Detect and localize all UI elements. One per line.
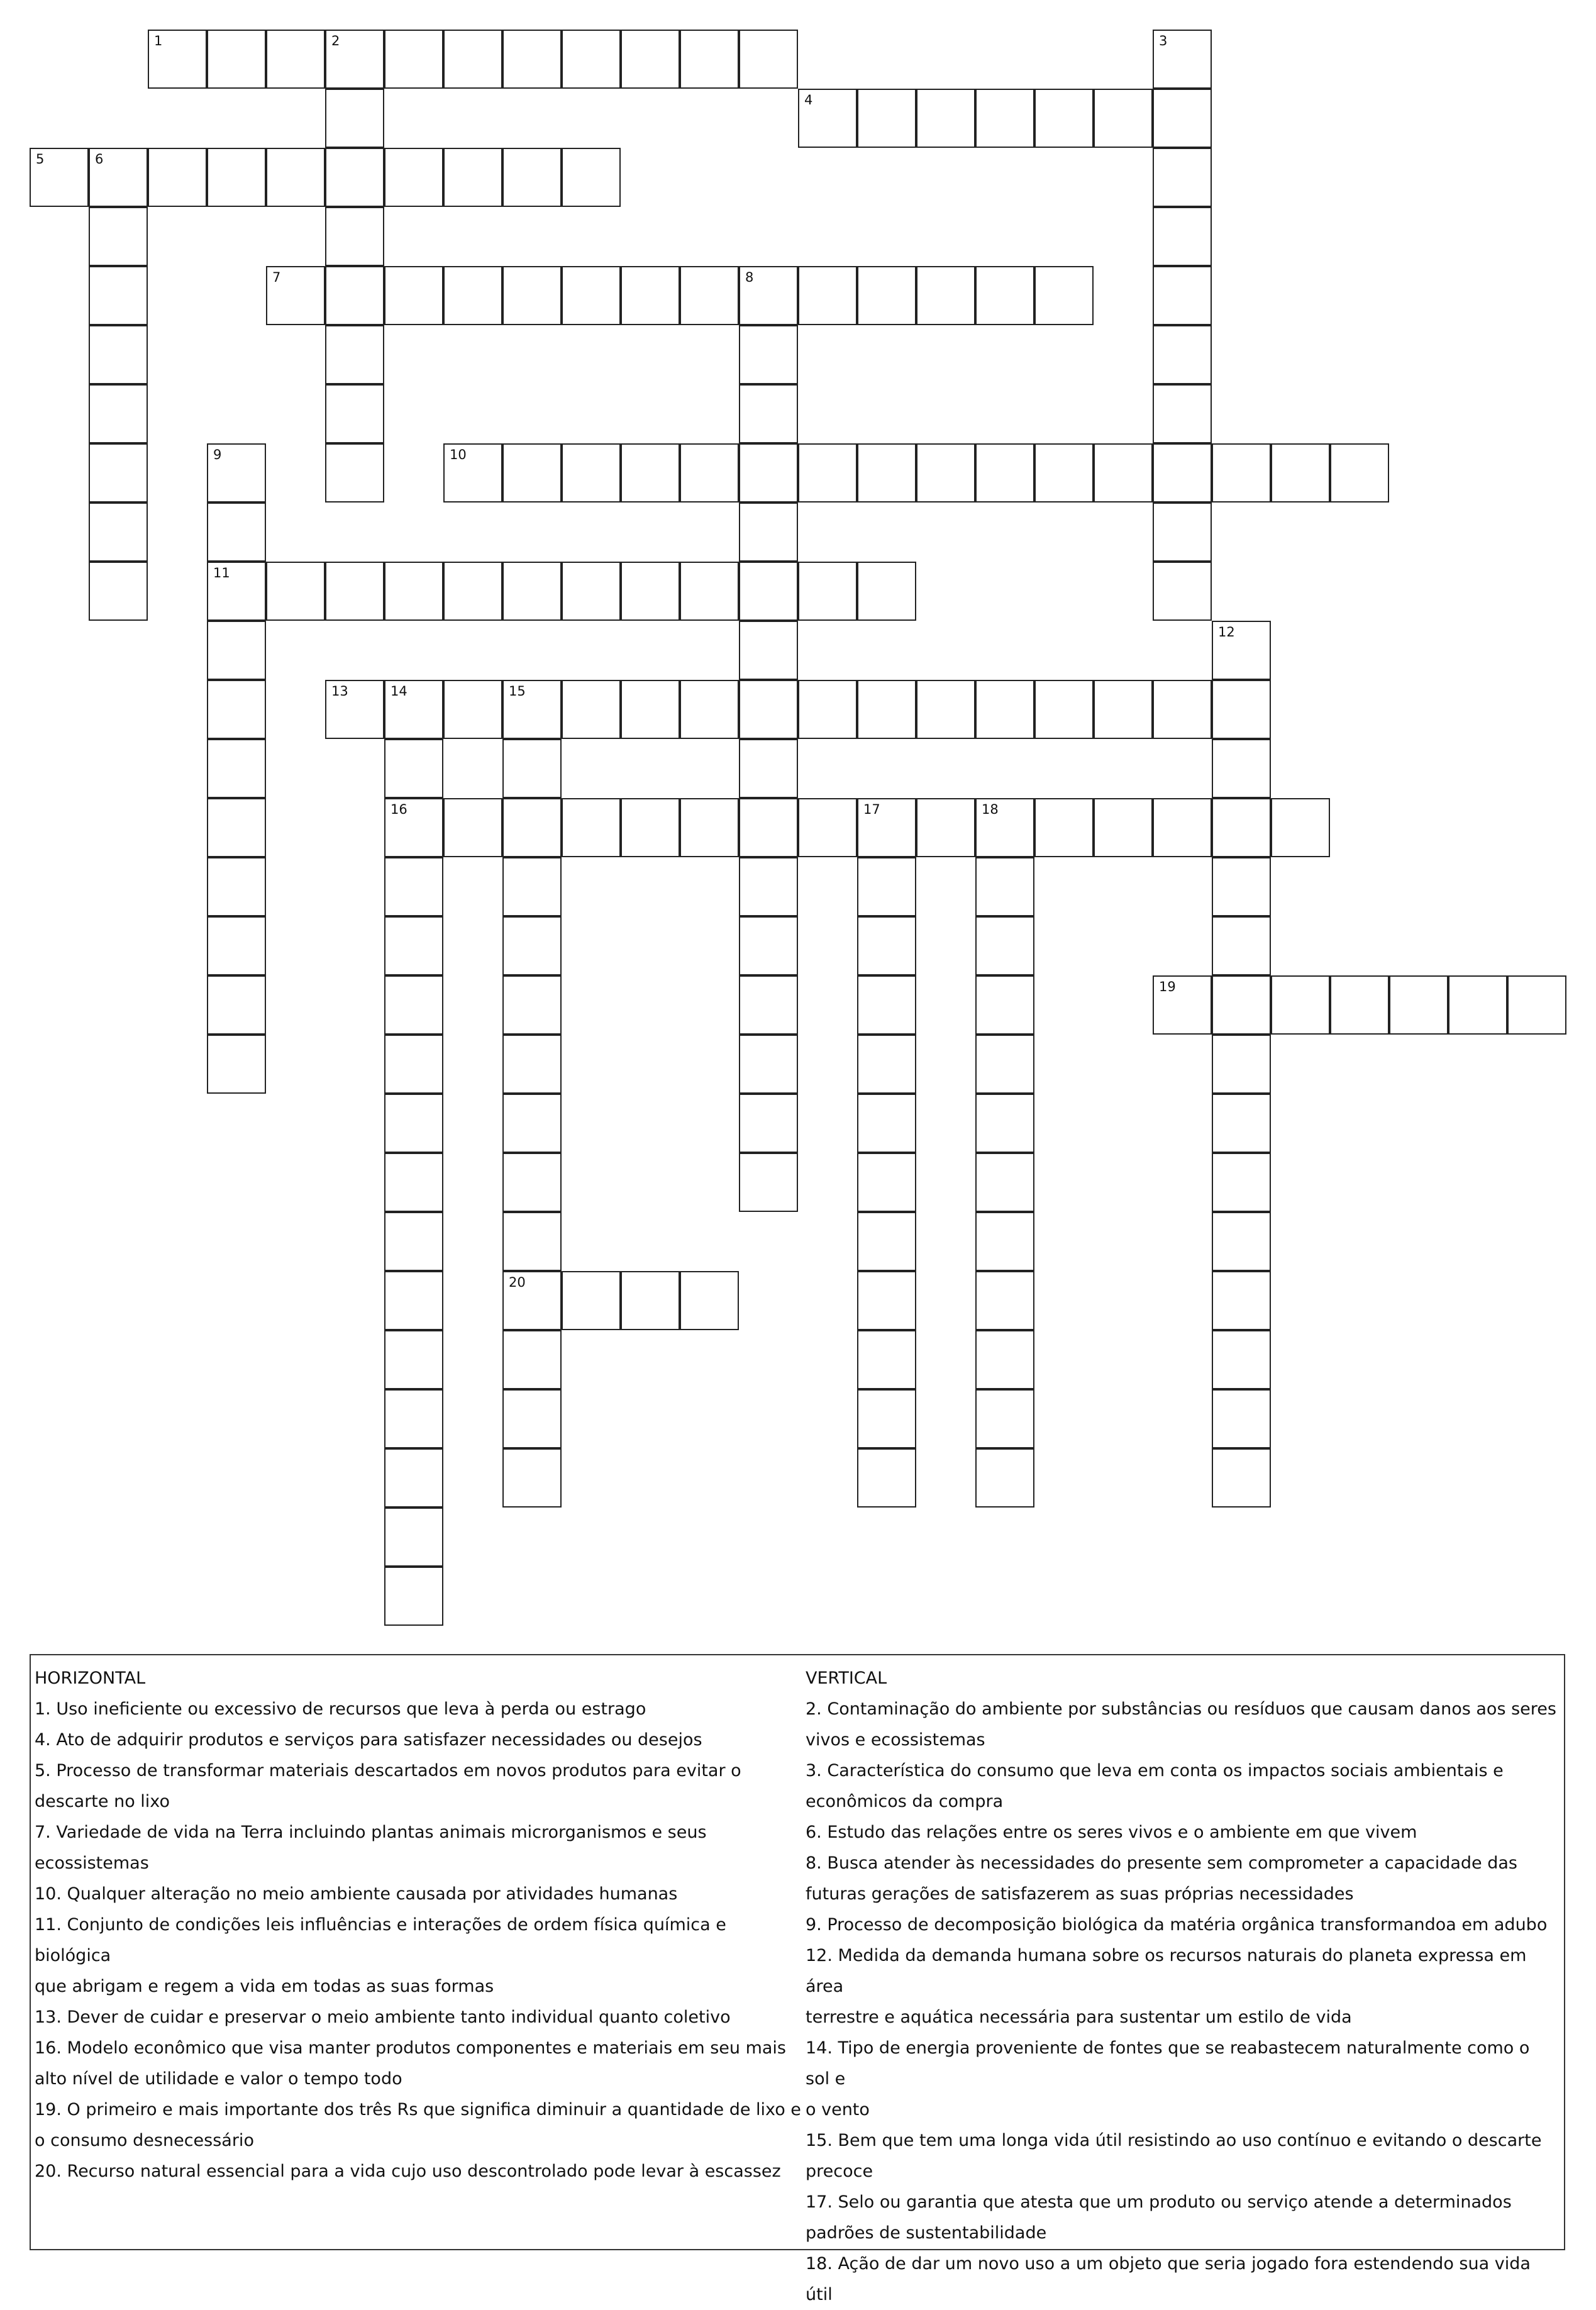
clue-line: 18. Ação de dar um novo uso a um objeto que seria jogado fora estendendo sua vida útil [806, 2254, 1531, 2304]
grid-cell[interactable] [325, 207, 384, 266]
grid-cell[interactable] [207, 503, 266, 562]
grid-cell[interactable] [1034, 89, 1094, 148]
vertical-clues [806, 1663, 1557, 2310]
grid-cell[interactable] [857, 798, 916, 857]
grid-cell[interactable] [680, 562, 739, 621]
grid-cell[interactable] [1153, 325, 1212, 384]
grid-cell[interactable] [1212, 857, 1271, 916]
clue-number: 8 [745, 270, 754, 285]
clue-number: 16 [391, 802, 407, 817]
grid-cell[interactable] [562, 443, 621, 503]
grid-cell[interactable] [1153, 680, 1212, 739]
grid-cell[interactable] [1153, 384, 1212, 443]
grid-cell[interactable] [975, 1330, 1034, 1389]
grid-cell[interactable] [916, 798, 975, 857]
grid-cell[interactable] [502, 266, 562, 325]
grid-cell[interactable] [1212, 1094, 1271, 1153]
grid-cell[interactable] [1212, 1153, 1271, 1212]
grid-cell[interactable] [975, 1389, 1034, 1448]
grid-cell[interactable] [621, 1271, 680, 1330]
grid-cell[interactable] [325, 325, 384, 384]
clue-line: o consumo desnecessário [35, 2131, 254, 2150]
grid-cell[interactable] [1153, 975, 1212, 1035]
grid-cell[interactable] [739, 443, 798, 503]
clue-line: 14. Tipo de energia proveniente de fontes que se reabastecem naturalmente como o sol e [806, 2038, 1530, 2089]
grid-cell[interactable] [384, 1508, 443, 1567]
grid-cell[interactable] [266, 266, 325, 325]
grid-cell[interactable] [857, 1271, 916, 1330]
grid-cell[interactable] [502, 1094, 562, 1153]
grid-cell[interactable] [739, 916, 798, 975]
clue-number: 5 [36, 152, 45, 167]
grid-cell[interactable] [384, 1271, 443, 1330]
grid-cell[interactable] [739, 857, 798, 916]
grid-cell[interactable] [384, 916, 443, 975]
grid-cell[interactable] [621, 680, 680, 739]
grid-cell[interactable] [562, 148, 621, 207]
clue-line: padrões de sustentabilidade [806, 2223, 1047, 2243]
grid-cell[interactable] [502, 739, 562, 798]
grid-cell[interactable] [1212, 1389, 1271, 1448]
grid-cell[interactable] [1153, 148, 1212, 207]
grid-cell[interactable] [1271, 975, 1330, 1035]
grid-cell[interactable] [384, 1153, 443, 1212]
grid-cell[interactable] [502, 680, 562, 739]
grid-cell[interactable] [857, 443, 916, 503]
grid-cell[interactable] [975, 1094, 1034, 1153]
grid-cell[interactable] [325, 443, 384, 503]
grid-cell[interactable] [975, 1212, 1034, 1271]
grid-cell[interactable] [1034, 443, 1094, 503]
grid-cell[interactable] [916, 89, 975, 148]
clue-line: 9. Processo de decomposição biológica da matéria orgânica transformandoa em adubo [806, 1915, 1548, 1935]
grid-cell[interactable] [739, 562, 798, 621]
clue-line: descarte no lixo [35, 1792, 170, 1811]
grid-cell[interactable] [30, 148, 89, 207]
grid-cell[interactable] [621, 443, 680, 503]
clue-number: 9 [213, 447, 222, 462]
grid-cell[interactable] [89, 384, 148, 443]
grid-cell[interactable] [916, 443, 975, 503]
grid-cell[interactable] [562, 798, 621, 857]
grid-cell[interactable] [916, 680, 975, 739]
grid-cell[interactable] [443, 443, 502, 503]
grid-cell[interactable] [1094, 443, 1153, 503]
grid-cell[interactable] [325, 562, 384, 621]
grid-cell[interactable] [739, 680, 798, 739]
grid-cell[interactable] [502, 562, 562, 621]
grid-cell[interactable] [384, 1035, 443, 1094]
grid-cell[interactable] [857, 1035, 916, 1094]
clue-number: 13 [331, 684, 348, 699]
grid-cell[interactable] [502, 857, 562, 916]
clue-number: 17 [863, 802, 880, 817]
grid-cell[interactable] [857, 266, 916, 325]
grid-cell[interactable] [798, 443, 857, 503]
grid-cell[interactable] [384, 1567, 443, 1626]
clue-line: 13. Dever de cuidar e preservar o meio ambiente tanto individual quanto coletivo [35, 2007, 731, 2027]
grid-cell[interactable] [562, 266, 621, 325]
grid-cell[interactable] [89, 562, 148, 621]
grid-cell[interactable] [1153, 798, 1212, 857]
grid-cell[interactable] [1094, 680, 1153, 739]
grid-cell[interactable] [266, 562, 325, 621]
grid-cell[interactable] [384, 1212, 443, 1271]
grid-cell[interactable] [266, 148, 325, 207]
grid-cell[interactable] [443, 680, 502, 739]
clue-line: o vento [806, 2100, 870, 2119]
grid-cell[interactable] [680, 443, 739, 503]
grid-cell[interactable] [857, 562, 916, 621]
clue-line: 2. Contaminação do ambiente por substâncias ou resíduos que causam danos aos seres [806, 1699, 1556, 1719]
grid-cell[interactable] [562, 680, 621, 739]
grid-cell[interactable] [1212, 1212, 1271, 1271]
grid-cell[interactable] [384, 857, 443, 916]
grid-cell[interactable] [621, 798, 680, 857]
grid-cell[interactable] [1507, 975, 1566, 1035]
grid-cell[interactable] [857, 975, 916, 1035]
clue-number: 11 [213, 565, 230, 580]
clues-box [30, 1654, 1565, 2304]
grid-cell[interactable] [739, 30, 798, 89]
grid-cell[interactable] [1153, 266, 1212, 325]
grid-cell[interactable] [680, 266, 739, 325]
grid-cell[interactable] [325, 30, 384, 89]
grid-cell[interactable] [739, 621, 798, 680]
clue-line: 1. Uso ineficiente ou excessivo de recursos que leva à perda ou estrago [35, 1699, 646, 1719]
clue-line: 5. Processo de transformar materiais descartados em novos produtos para evitar o [35, 1761, 741, 1780]
grid-cell[interactable] [562, 1271, 621, 1330]
grid-cell[interactable] [798, 266, 857, 325]
grid-cell[interactable] [384, 1389, 443, 1448]
grid-cell[interactable] [1212, 798, 1271, 857]
grid-cell[interactable] [89, 443, 148, 503]
grid-cell[interactable] [502, 1448, 562, 1508]
clue-number: 2 [331, 33, 340, 48]
grid-cell[interactable] [325, 89, 384, 148]
grid-cell[interactable] [502, 798, 562, 857]
clue-line: alto nível de utilidade e valor o tempo todo [35, 2069, 402, 2089]
grid-cell[interactable] [1212, 621, 1271, 680]
grid-cell[interactable] [1212, 916, 1271, 975]
grid-cell[interactable] [89, 148, 148, 207]
grid-cell[interactable] [1330, 975, 1389, 1035]
grid-cell[interactable] [1330, 443, 1389, 503]
grid-cell[interactable] [384, 148, 443, 207]
grid-cell[interactable] [1212, 1271, 1271, 1330]
grid-cell[interactable] [384, 1448, 443, 1508]
grid-cell[interactable] [502, 1271, 562, 1330]
grid-cell[interactable] [1153, 207, 1212, 266]
grid-cell[interactable] [975, 798, 1034, 857]
grid-cell[interactable] [1212, 739, 1271, 798]
grid-cell[interactable] [975, 1448, 1034, 1508]
grid-cell[interactable] [739, 503, 798, 562]
grid-cell[interactable] [207, 621, 266, 680]
grid-cell[interactable] [916, 266, 975, 325]
grid-cell[interactable] [680, 30, 739, 89]
grid-cell[interactable] [89, 266, 148, 325]
clue-line: 7. Variedade de vida na Terra incluindo plantas animais microrganismos e seus [35, 1823, 707, 1842]
grid-cell[interactable] [384, 798, 443, 857]
clue-line: 12. Medida da demanda humana sobre os recursos naturais do planeta expressa em área [806, 1946, 1527, 1996]
grid-cell[interactable] [739, 384, 798, 443]
grid-cell[interactable] [857, 857, 916, 916]
grid-cell[interactable] [975, 266, 1034, 325]
grid-cell[interactable] [443, 148, 502, 207]
grid-cell[interactable] [975, 1035, 1034, 1094]
clue-number: 18 [982, 802, 999, 817]
grid-cell[interactable] [1153, 30, 1212, 89]
grid-cell[interactable] [857, 1212, 916, 1271]
grid-cell[interactable] [89, 207, 148, 266]
grid-cell[interactable] [857, 1094, 916, 1153]
clue-line: 3. Característica do consumo que leva em conta os impactos sociais ambientais e [806, 1761, 1504, 1780]
clue-line: precoce [806, 2162, 873, 2181]
vertical-heading: VERTICAL [806, 1669, 887, 1688]
grid-cell[interactable] [1271, 443, 1330, 503]
grid-cell[interactable] [384, 680, 443, 739]
grid-cell[interactable] [207, 1035, 266, 1094]
grid-cell[interactable] [857, 1153, 916, 1212]
grid-cell[interactable] [857, 680, 916, 739]
grid-cell[interactable] [207, 148, 266, 207]
grid-cell[interactable] [502, 1389, 562, 1448]
clue-line: 8. Busca atender às necessidades do presente sem comprometer a capacidade das [806, 1853, 1517, 1873]
grid-cell[interactable] [739, 1094, 798, 1153]
grid-cell[interactable] [975, 1153, 1034, 1212]
clue-line: 17. Selo ou garantia que atesta que um produto ou serviço atende a determinados [806, 2192, 1512, 2212]
grid-cell[interactable] [207, 975, 266, 1035]
grid-cell[interactable] [1448, 975, 1507, 1035]
clue-number: 20 [509, 1275, 526, 1290]
grid-cell[interactable] [89, 503, 148, 562]
grid-cell[interactable] [325, 148, 384, 207]
grid-cell[interactable] [502, 443, 562, 503]
grid-cell[interactable] [207, 916, 266, 975]
grid-cell[interactable] [1389, 975, 1448, 1035]
horizontal-heading: HORIZONTAL [35, 1669, 146, 1688]
grid-cell[interactable] [1212, 975, 1271, 1035]
clue-line: econômicos da compra [806, 1792, 1004, 1811]
grid-cell[interactable] [798, 798, 857, 857]
clue-number: 10 [450, 447, 467, 462]
grid-cell[interactable] [1034, 266, 1094, 325]
clue-number: 15 [509, 684, 526, 699]
grid-cell[interactable] [562, 562, 621, 621]
grid-cell[interactable] [325, 384, 384, 443]
grid-cell[interactable] [148, 30, 207, 89]
grid-cell[interactable] [680, 680, 739, 739]
grid-cell[interactable] [798, 562, 857, 621]
clue-number: 12 [1218, 625, 1235, 640]
grid-cell[interactable] [1212, 1448, 1271, 1508]
grid-cell[interactable] [384, 1330, 443, 1389]
grid-cell[interactable] [266, 30, 325, 89]
grid-cell[interactable] [739, 266, 798, 325]
clue-line: ecossistemas [35, 1853, 149, 1873]
grid-cell[interactable] [384, 266, 443, 325]
grid-cell[interactable] [857, 1330, 916, 1389]
grid-cell[interactable] [1153, 503, 1212, 562]
grid-cell[interactable] [975, 443, 1034, 503]
grid-cell[interactable] [384, 30, 443, 89]
clue-number: 4 [804, 92, 813, 108]
grid-cell[interactable] [1153, 89, 1212, 148]
grid-cell[interactable] [502, 1153, 562, 1212]
clue-line: 15. Bem que tem uma longa vida útil resistindo ao uso contínuo e evitando o descarte [806, 2131, 1542, 2150]
grid-cell[interactable] [798, 89, 857, 148]
grid-cell[interactable] [443, 562, 502, 621]
grid-cell[interactable] [739, 1035, 798, 1094]
grid-cell[interactable] [739, 1153, 798, 1212]
grid-cell[interactable] [325, 680, 384, 739]
grid-cell[interactable] [1094, 89, 1153, 148]
grid-cell[interactable] [621, 30, 680, 89]
grid-cell[interactable] [975, 975, 1034, 1035]
grid-cell[interactable] [857, 916, 916, 975]
grid-cell[interactable] [384, 1094, 443, 1153]
grid-cell[interactable] [502, 1035, 562, 1094]
grid-cell[interactable] [443, 266, 502, 325]
grid-cell[interactable] [680, 1271, 739, 1330]
grid-cell[interactable] [621, 266, 680, 325]
grid-cell[interactable] [975, 1271, 1034, 1330]
grid-cell[interactable] [621, 562, 680, 621]
clue-line: 4. Ato de adquirir produtos e serviços para satisfazer necessidades ou desejos [35, 1730, 702, 1750]
grid-cell[interactable] [975, 857, 1034, 916]
grid-cell[interactable] [739, 798, 798, 857]
clue-line: 6. Estudo das relações entre os seres vivos e o ambiente em que vivem [806, 1823, 1417, 1842]
grid-cell[interactable] [1034, 798, 1094, 857]
horizontal-clues [35, 1663, 803, 2187]
clue-number: 1 [154, 33, 163, 48]
grid-cell[interactable] [680, 798, 739, 857]
grid-cell[interactable] [207, 443, 266, 503]
grid-cell[interactable] [148, 148, 207, 207]
grid-cell[interactable] [857, 89, 916, 148]
grid-cell[interactable] [384, 975, 443, 1035]
grid-cell[interactable] [443, 798, 502, 857]
grid-cell[interactable] [1094, 798, 1153, 857]
grid-cell[interactable] [207, 857, 266, 916]
clue-line: 20. Recurso natural essencial para a vida cujo uso descontrolado pode levar à escassez [35, 2162, 781, 2181]
grid-cell[interactable] [1212, 1330, 1271, 1389]
grid-cell[interactable] [1034, 680, 1094, 739]
grid-cell[interactable] [384, 562, 443, 621]
clue-line: vivos e ecossistemas [806, 1730, 985, 1750]
grid-cell[interactable] [975, 89, 1034, 148]
clue-line: que abrigam e regem a vida em todas as suas formas [35, 1977, 494, 1996]
grid-cell[interactable] [1212, 1035, 1271, 1094]
grid-cell[interactable] [857, 1448, 916, 1508]
clue-line: 19. O primeiro e mais importante dos três Rs que significa diminuir a quantidade de lixo e [35, 2100, 801, 2119]
clue-number: 7 [272, 270, 281, 285]
grid-cell[interactable] [975, 916, 1034, 975]
grid-cell[interactable] [1153, 443, 1212, 503]
grid-cell[interactable] [502, 1330, 562, 1389]
grid-cell[interactable] [207, 30, 266, 89]
grid-cell[interactable] [502, 975, 562, 1035]
clue-line: 10. Qualquer alteração no meio ambiente causada por atividades humanas [35, 1884, 678, 1904]
grid-cell[interactable] [207, 680, 266, 739]
grid-cell[interactable] [384, 739, 443, 798]
grid-cell[interactable] [89, 325, 148, 384]
clue-number: 19 [1159, 979, 1176, 994]
clue-line: 16. Modelo econômico que visa manter produtos componentes e materiais em seu mais [35, 2038, 787, 2058]
grid-cell[interactable] [562, 30, 621, 89]
grid-cell[interactable] [502, 30, 562, 89]
clue-number: 14 [391, 684, 407, 699]
grid-cell[interactable] [207, 739, 266, 798]
clue-line: terrestre e aquática necessária para sustentar um estilo de vida [806, 2007, 1352, 2027]
grid-cell[interactable] [443, 30, 502, 89]
clue-line: 11. Conjunto de condições leis influências e interações de ordem física química e biológica [35, 1915, 726, 1965]
grid-cell[interactable] [857, 1389, 916, 1448]
grid-cell[interactable] [739, 739, 798, 798]
grid-cell[interactable] [798, 680, 857, 739]
grid-cell[interactable] [325, 266, 384, 325]
grid-cell[interactable] [502, 148, 562, 207]
clue-number: 3 [1159, 33, 1168, 48]
grid-cell[interactable] [739, 975, 798, 1035]
grid-cell[interactable] [502, 1212, 562, 1271]
grid-cell[interactable] [739, 325, 798, 384]
grid-cell[interactable] [502, 916, 562, 975]
clue-line: futuras gerações de satisfazerem as suas próprias necessidades [806, 1884, 1354, 1904]
grid-cell[interactable] [1271, 798, 1330, 857]
grid-cell[interactable] [207, 562, 266, 621]
grid-cell[interactable] [1212, 443, 1271, 503]
grid-cell[interactable] [1212, 680, 1271, 739]
grid-cell[interactable] [1153, 562, 1212, 621]
grid-cell[interactable] [975, 680, 1034, 739]
grid-cell[interactable] [207, 798, 266, 857]
clue-number: 6 [95, 152, 104, 167]
